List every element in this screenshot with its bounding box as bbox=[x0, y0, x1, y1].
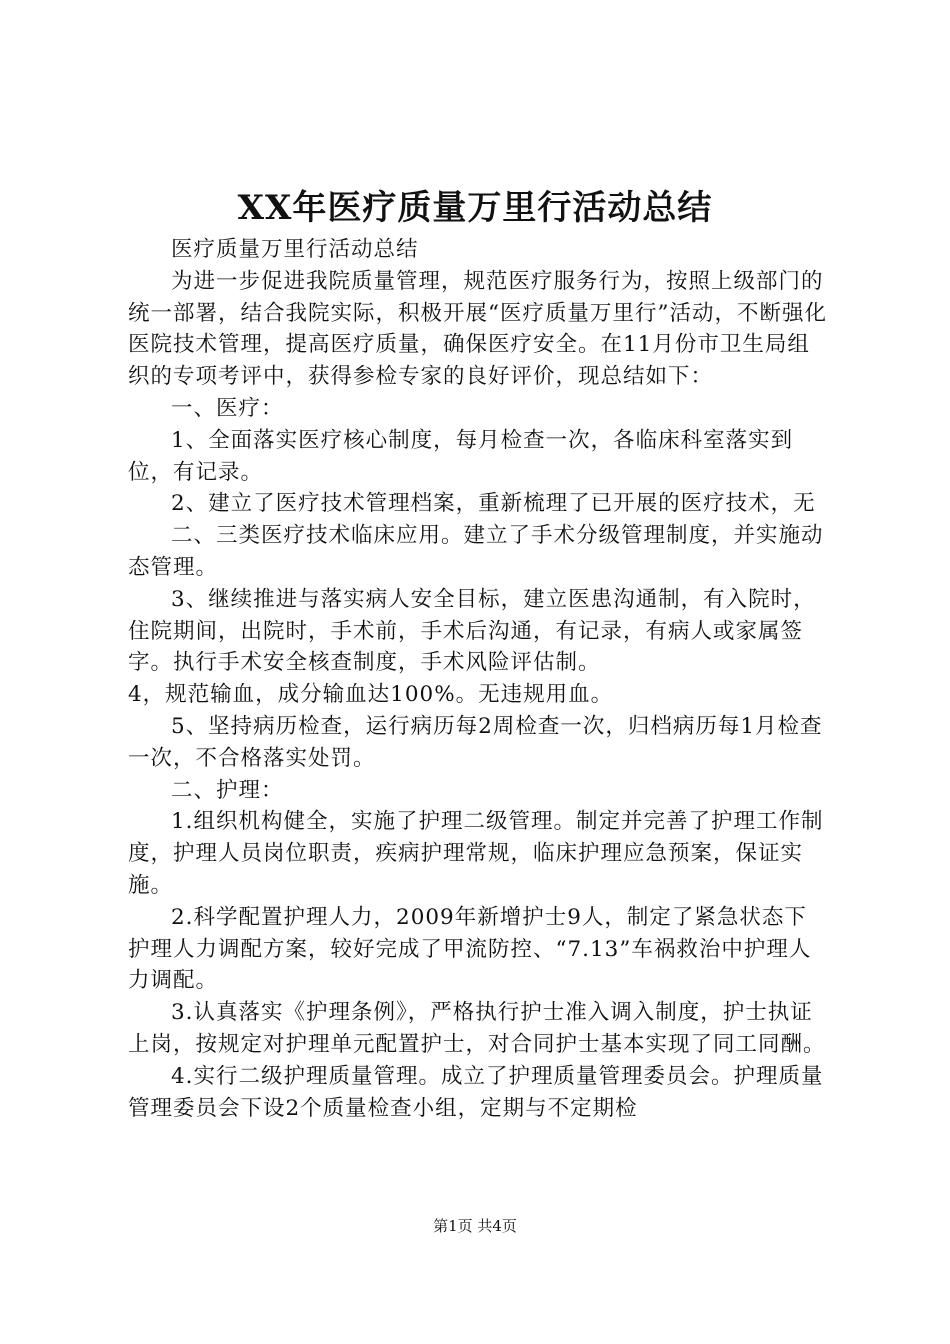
document-title: XX年医疗质量万里行活动总结 bbox=[237, 188, 713, 228]
paragraph-subtitle: 医疗质量万里行活动总结 bbox=[171, 237, 419, 262]
paragraph-nursing-3: 3.认真落实《护理条例》，严格执行护士准入调入制度，护士执证上岗，按规定对护理单元配置护士，对合同护士基本实现了同工同酬。 bbox=[128, 1000, 826, 1057]
paragraph-intro: 为进一步促进我院质量管理，规范医疗服务行为，按照上级部门的统一部署，结合我院实际，积极开展“医疗质量万里行”活动，不断强化医院技术管理，提高医疗质量，确保医疗安全。在11月份市卫生局组织的专项考评中，获得参检专家的良好评价，现总结如下： bbox=[128, 268, 827, 390]
paragraph-nursing-2: 2.科学配置护理人力，2009年新增护士9人，制定了紧急状态下护理人力调配方案，较好完成了甲流防控、“7.13”车祸救治中护理人力调配。 bbox=[128, 904, 812, 994]
paragraph-medical-4: 4，规范输血，成分输血达100%。无违规用血。 bbox=[128, 682, 614, 708]
section-heading-medical: 一、医疗： bbox=[171, 395, 284, 421]
paragraph-nursing-4: 4.实行二级护理质量管理。成立了护理质量管理委员会。护理质量管理委员会下设2个质量检查小组，定期与不定期检 bbox=[128, 1063, 824, 1121]
paragraph-nursing-1: 1.组织机构健全，实施了护理二级管理。制定并完善了护理工作制度，护理人员岗位职责，疾病护理常规，临床护理应急预案，保证实施。 bbox=[128, 809, 824, 898]
section-heading-nursing: 二、护理： bbox=[171, 777, 284, 803]
paragraph-medical-5: 5、坚持病历检查，运行病历每2周检查一次，归档病历每1月检查一次，不合格落实处罚。 bbox=[128, 713, 823, 771]
paragraph-medical-1: 1、全面落实医疗核心制度，每月检查一次，各临床科室落实到位，有记录。 bbox=[128, 427, 794, 485]
paragraph-medical-2: 2、建立了医疗技术管理档案，重新梳理了已开展的医疗技术，无 bbox=[171, 491, 816, 517]
paragraph-medical-2-cont: 二、三类医疗技术临床应用。建立了手术分级管理制度，并实施动态管理。 bbox=[128, 523, 824, 580]
paragraph-medical-3: 3、继续推进与落实病人安全目标，建立医患沟通制，有入院时，住院期间，出院时，手术前，手术后沟通，有记录，有病人或家属签字。执行手术安全核查制度，手术风险评估制。 bbox=[128, 586, 816, 676]
page-footer: 第1页 共4页 bbox=[433, 1217, 517, 1235]
document-body bbox=[128, 234, 828, 1124]
